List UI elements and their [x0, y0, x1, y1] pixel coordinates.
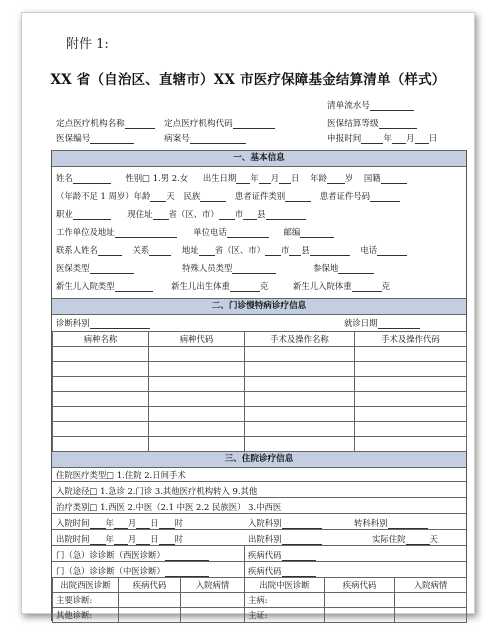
basic-row-2 [56, 190, 400, 202]
nb-admit-type-label: 新生儿入院类型 [56, 281, 115, 291]
nb-birth-weight-unit: 克 [259, 281, 269, 291]
table-row [53, 392, 467, 407]
op-diag-west-label: 门（急）诊诊断（西医诊断） [56, 550, 165, 560]
admit-dept-field [248, 517, 322, 529]
admit-year-label: 年 [105, 518, 114, 528]
work-unit-label: 工作单位及地址 [56, 227, 115, 237]
divider [52, 497, 466, 498]
postcode-label: 邮编 [283, 227, 301, 237]
contact-address-label: 地址 [181, 245, 199, 255]
report-month-label: 月 [406, 134, 415, 144]
main-diagnosis-label: 主要诊断: [53, 593, 119, 608]
org-name-field [56, 117, 155, 129]
nationality-label: 国籍 [363, 173, 381, 183]
divider [52, 481, 466, 482]
actual-days-field [372, 533, 438, 545]
insurance-no-field [56, 132, 134, 144]
basic-row-7 [56, 280, 390, 292]
address-county-label: 县 [257, 209, 266, 219]
age-label: 年龄 [310, 173, 327, 183]
col-west-diagnosis: 出院西医诊断 [53, 578, 119, 593]
op-diag-tcm-row [56, 565, 209, 577]
basic-row-4 [56, 226, 334, 238]
visit-date-label: 就诊日期 [344, 318, 378, 328]
col-disease-code: 病种代码 [149, 332, 245, 347]
other-diagnosis-label: 其他诊断: [53, 608, 119, 623]
op-diag-tcm-code-label: 疾病代码 [248, 566, 282, 576]
org-code-label: 定点医疗机构代码 [164, 119, 233, 129]
col-operation-name: 手术及操作名称 [245, 332, 355, 347]
insured-place-label: 参保地 [313, 263, 339, 273]
op-diag-west-row [56, 549, 209, 561]
case-no-label: 病案号 [164, 134, 190, 144]
discharge-dept-label: 出院科别 [248, 534, 282, 544]
table-header-row [53, 332, 467, 347]
outpatient-row-1 [56, 317, 150, 329]
divider [244, 545, 245, 578]
col-tcm-admit-condition: 入院病情 [395, 578, 467, 593]
admit-route-row: 入院途径□ 1.急诊 2.门诊 3.其他医疗机构转入 9.其他 [56, 486, 258, 496]
insurance-no-label: 医保编号 [56, 134, 91, 144]
op-diag-tcm-label: 门（急）诊诊断（中医诊断） [56, 566, 165, 576]
discharge-time-label: 出院时间 [56, 534, 90, 544]
diag-dept-label: 诊断科别 [56, 318, 90, 328]
settle-level-field [327, 117, 417, 129]
basic-row-3 [56, 208, 306, 220]
admit-hour-label: 时 [174, 518, 183, 528]
col-west-code: 疾病代码 [119, 578, 181, 593]
admit-dept-label: 入院科别 [248, 518, 282, 528]
table-header-row [53, 578, 467, 593]
treat-class-row: 治疗类别□ 1.西医 2.中医（2.1 中医 2.2 民族医） 3.中西医 [56, 502, 282, 512]
settlement-form-page [21, 12, 475, 620]
nb-birth-weight-label: 新生儿出生体重 [171, 281, 230, 291]
table-row [53, 608, 467, 623]
actual-days-unit: 天 [429, 534, 438, 544]
divider [52, 529, 466, 530]
section-inpatient-header: 三、住院诊疗信息 [52, 451, 466, 468]
settle-level-label: 医保结算等级 [327, 119, 379, 129]
report-time-label: 申报时间 [327, 134, 362, 144]
special-type-label: 特殊人员类型 [182, 263, 233, 273]
admit-time-label: 入院时间 [56, 518, 90, 528]
col-tcm-diagnosis: 出院中医诊断 [245, 578, 325, 593]
org-name-label: 定点医疗机构名称 [56, 119, 125, 129]
document-title: XX 省（自治区、直辖市）XX 市医疗保障基金结算清单（样式） [50, 72, 446, 88]
op-diag-west-code-field [248, 549, 316, 561]
section-outpatient-header: 二、门诊慢特病诊疗信息 [52, 298, 466, 315]
treat-type-row: 住院医疗类型□ 1.住院 2.日间手术 [56, 470, 186, 480]
unit-phone-label: 单位电话 [193, 227, 227, 237]
report-time-field [327, 132, 437, 144]
serial-label: 清单流水号 [327, 101, 370, 111]
birth-day-label: 日 [291, 173, 300, 183]
divider [52, 513, 466, 514]
actual-days-label: 实际住院 [372, 534, 406, 544]
inpatient-diagnosis-table [52, 577, 467, 623]
contact-county-label: 县 [301, 245, 310, 255]
relation-label: 关系 [132, 245, 150, 255]
address-label: 现住址 [127, 209, 153, 219]
transfer-dept-label: 转科科别 [354, 518, 388, 528]
admit-day-label: 日 [150, 518, 159, 528]
col-disease-name: 病种名称 [53, 332, 149, 347]
age-unit: 岁 [344, 173, 354, 183]
transfer-dept-field [354, 517, 428, 529]
basic-row-1 [56, 172, 407, 184]
table-row [53, 347, 467, 362]
main-syndrome-label: 主证: [245, 608, 325, 623]
gender-label: 性别□ 1.男 2.女 [125, 173, 189, 183]
id-no-label: 患者证件号码 [319, 191, 371, 201]
basic-row-5 [56, 244, 407, 256]
form-body [51, 150, 467, 621]
birth-label: 出生日期 [202, 173, 237, 183]
phone-label: 电话 [360, 245, 378, 255]
ethnicity-label: 民族 [183, 191, 201, 201]
report-day-label: 日 [428, 134, 438, 144]
infant-age-label: （年龄不足 1 周岁）年龄 [56, 191, 151, 201]
table-row [53, 437, 467, 452]
case-no-field [164, 132, 246, 144]
contact-name-label: 联系人姓名 [56, 245, 98, 255]
col-tcm-code: 疾病代码 [325, 578, 395, 593]
org-code-field [164, 117, 275, 129]
discharge-year-label: 年 [105, 534, 114, 544]
divider [52, 545, 466, 546]
address-city-label: 市 [234, 209, 244, 219]
table-row [53, 593, 467, 608]
occupation-label: 职业 [56, 209, 73, 219]
address-province-label: 省（区、市） [168, 209, 219, 219]
discharge-hour-label: 时 [174, 534, 183, 544]
infant-age-unit: 天 [166, 191, 175, 201]
admit-time-row [56, 517, 183, 529]
contact-province-label: 省（区、市） [214, 245, 265, 255]
visit-date-field [344, 317, 420, 329]
table-row [53, 362, 467, 377]
discharge-day-label: 日 [150, 534, 159, 544]
divider [52, 561, 466, 562]
op-diag-west-code-label: 疾病代码 [248, 550, 282, 560]
outpatient-diagnosis-table [52, 331, 467, 452]
admit-month-label: 月 [127, 518, 137, 528]
name-label: 姓名 [56, 173, 73, 183]
discharge-dept-field [248, 533, 322, 545]
discharge-time-row [56, 533, 183, 545]
insurance-type-label: 医保类型 [56, 263, 90, 273]
table-row [53, 377, 467, 392]
discharge-month-label: 月 [127, 534, 137, 544]
id-type-label: 患者证件类别 [234, 191, 286, 201]
section-basic-header: 一、基本信息 [52, 150, 466, 167]
col-west-admit-condition: 入院病情 [181, 578, 245, 593]
contact-city-label: 市 [280, 245, 290, 255]
birth-year-label: 年 [250, 173, 259, 183]
col-operation-code: 手术及操作代码 [355, 332, 467, 347]
table-row [53, 407, 467, 422]
annex-label: 附件 1: [66, 37, 109, 52]
main-disease-label: 主病: [245, 593, 325, 608]
basic-row-6 [56, 262, 374, 274]
op-diag-tcm-code-field [248, 565, 316, 577]
nb-admit-weight-unit: 克 [381, 281, 390, 291]
report-year-label: 年 [383, 134, 392, 144]
birth-month-label: 月 [270, 173, 280, 183]
nb-admit-weight-label: 新生儿入院体重 [292, 281, 352, 291]
serial-field [327, 99, 414, 111]
table-row [53, 422, 467, 437]
